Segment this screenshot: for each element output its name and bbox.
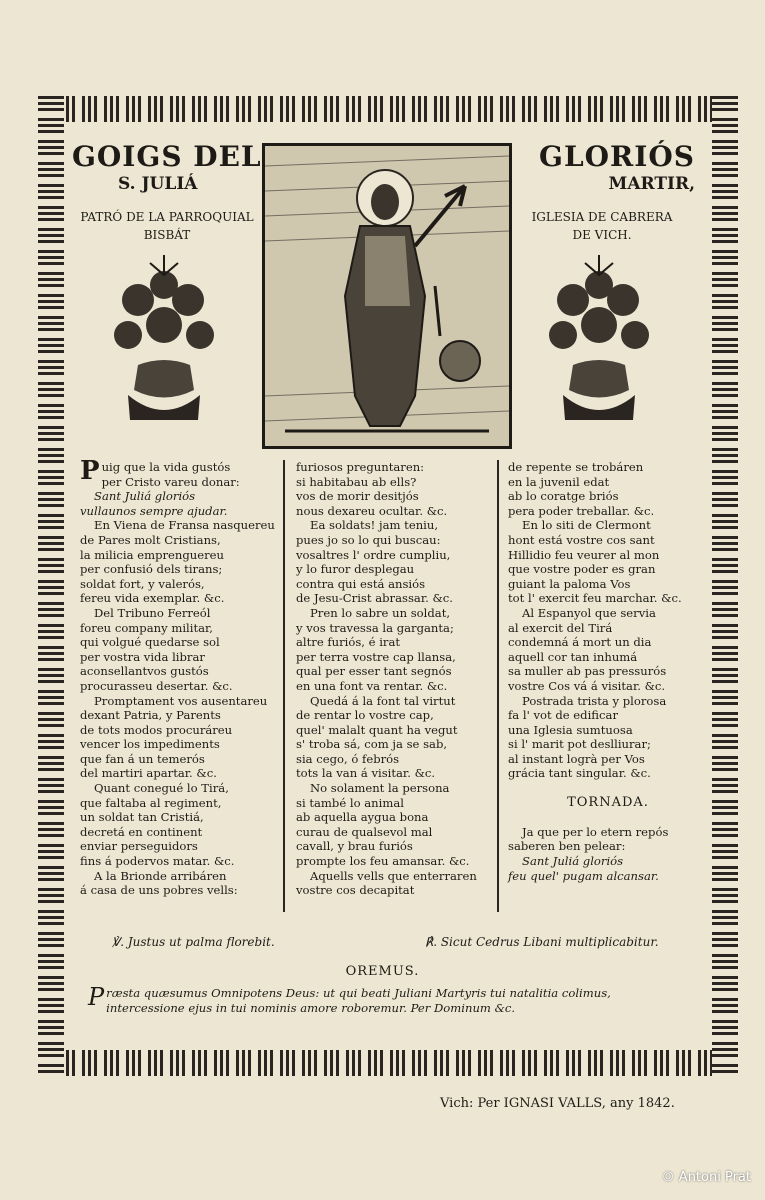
verse-line: aquell cor tan inhumá [508, 649, 638, 664]
greek-key-border-right [712, 96, 738, 1076]
verse-line: Puig que la vida gustós [80, 456, 231, 486]
verse-line [508, 810, 708, 825]
verse-line: sia cego, ó febrós [296, 751, 400, 766]
prayer-text [88, 983, 688, 1016]
verse-line: feu quel' pugam alcansar. [508, 868, 659, 883]
verse-line: Ea soldats! jam teniu, [310, 518, 439, 533]
verse-line: fa l' vot de edificar [508, 708, 618, 723]
verse-line: y vos travessa la garganta; [296, 620, 454, 635]
verse-line: del martiri apartar. &c. [80, 766, 217, 781]
verse-line: quel' malalt quant ha vegut [296, 722, 458, 737]
verse-column-3 [508, 460, 708, 898]
verse-line: altre furiós, é irat [296, 635, 401, 650]
verse-line: aconsellantvos gustós [80, 664, 209, 679]
verse-line: pera poder treballar. &c. [508, 503, 655, 518]
verse-line: Postrada trista y plorosa [522, 693, 667, 708]
verse-line: s' troba sá, com ja se sab, [296, 737, 448, 752]
verse-line [508, 781, 708, 796]
verse-line [508, 883, 708, 898]
verse-line: per Cristo vareu donar: [101, 474, 240, 489]
subtitle-right: MARTIR, [608, 174, 695, 194]
response: ℟. Sicut Cedrus Libani multiplicabitur. [425, 935, 659, 949]
verse-line: de rentar lo vostre cap, [296, 708, 434, 723]
greek-key-border-left [38, 96, 64, 1076]
patron-right [507, 208, 697, 244]
verse-line: ab aquella aygua bona [296, 810, 429, 825]
verse-line: que vostre poder es gran [508, 562, 656, 577]
verse-line: per vostra vida librar [80, 649, 205, 664]
verse-line: si habitabau ab ells? [296, 474, 417, 489]
verse-line: sa muller ab pas pressurós [508, 664, 667, 679]
verse-line: cavall, y brau furiós [296, 839, 413, 854]
verse-line: condemná á mort un dia [508, 635, 652, 650]
verse-line: Sant Juliá gloriós [522, 854, 624, 869]
verse-line: soldat fort, y valerós, [80, 576, 205, 591]
versicle: ℣. Justus ut palma florebit. [112, 935, 275, 949]
verse-line: enviar perseguidors [80, 839, 198, 854]
verse-line: Ja que per lo etern repós [522, 824, 669, 839]
column-rule-1 [283, 460, 285, 912]
verse-line: al exercit del Tirá [508, 620, 613, 635]
verse-line: Hillidio feu veurer al mon [508, 547, 660, 562]
verse-line: vosaltres l' ordre cumpliu, [296, 547, 451, 562]
greek-key-border-bottom [38, 1050, 738, 1076]
verse-line: En Viena de Fransa nasquereu [94, 518, 275, 533]
verse-line: que fan á un temerós [80, 751, 205, 766]
verse-line: guiant la paloma Vos [508, 576, 631, 591]
verse-line: y lo furor desplegau [296, 562, 415, 577]
verse-line: fins á podervos matar. &c. [80, 854, 235, 869]
copyright-credit: © Antoni Prat [661, 1170, 751, 1185]
verse-line: per terra vostre cap llansa, [296, 649, 456, 664]
flower-vase-left-image [108, 255, 220, 425]
verse-line: No solament la persona [310, 781, 450, 796]
verse-line: contra qui está ansiós [296, 576, 426, 591]
patron-left-line-2: BISBÁT [143, 228, 191, 242]
column-rule-2 [497, 460, 499, 912]
flower-vase-right-image [543, 255, 655, 425]
verse-line: saberen ben pelear: [508, 839, 626, 854]
verse-line: vostre Cos vá á visitar. &c. [508, 678, 666, 693]
patron-left [72, 208, 262, 244]
verse-line: vencer los impediments [80, 737, 220, 752]
verse-line: Aquells vells que enterraren [310, 868, 477, 883]
prayer-body: ræsta quæsumus Omnipotens Deus: ut qui beati Juliani Martyris tui natalitia colimus, intercessione ejus in tui nominis amore roboremur. Per Dominum &c. [106, 986, 611, 1015]
verse-line: de tots modos procuráreu [80, 722, 233, 737]
verse-line: procurasseu desertar. &c. [80, 678, 233, 693]
printer-imprint: Vich: Per IGNASI VALLS, any 1842. [440, 1096, 675, 1111]
verse-line: decretá en continent [80, 824, 203, 839]
verse-line: en la juvenil edat [508, 474, 610, 489]
verse-column-1 [80, 456, 280, 898]
verse-line: al instant logrà per Vos [508, 751, 645, 766]
verse-line: qui volgué quedarse sol [80, 635, 220, 650]
greek-key-border-top [38, 96, 738, 122]
verse-line: tots la van á visitar. &c. [296, 766, 436, 781]
verse-line: si també lo animal [296, 795, 404, 810]
verse-line: curau de qualsevol mal [296, 824, 433, 839]
verse-line: tot l' exercit feu marchar. &c. [508, 591, 682, 606]
verse-line: de repente se trobáren [508, 460, 644, 474]
verse-line: Pren lo sabre un soldat, [310, 605, 451, 620]
oremus-heading: OREMUS. [345, 964, 420, 979]
verse-line: Promptament vos ausentareu [94, 693, 268, 708]
drop-cap: P [80, 456, 100, 486]
verse-line: en una font va rentar. &c. [296, 678, 448, 693]
verse-line: A la Brionde arribáren [94, 868, 227, 883]
verse-line: fereu vida exemplar. &c. [80, 591, 225, 606]
saint-woodcut-image [262, 143, 512, 449]
verse-line: foreu company militar, [80, 620, 213, 635]
subtitle-left: S. JULIÁ [118, 174, 198, 194]
verse-line: grácia tant singular. &c. [508, 766, 651, 781]
verse-line: En lo siti de Clermont [522, 518, 651, 533]
prayer-drop-cap: P [88, 983, 105, 1011]
patron-right-line-2: DE VICH. [572, 228, 632, 242]
verse-line: nous dexareu ocultar. &c. [296, 503, 448, 518]
verse-line: prompte los feu amansar. &c. [296, 854, 470, 869]
verse-line: de Pares molt Cristians, [80, 532, 221, 547]
verse-line: qual per esser tant segnós [296, 664, 452, 679]
verse-line: vostre cos decapitat [296, 883, 415, 898]
verse-line: Al Espanyol que servia [522, 605, 656, 620]
verse-line: vos de morir desitjós [296, 489, 419, 504]
title-left: GOIGS DEL [72, 140, 262, 173]
verse-line: pues jo so lo qui buscau: [296, 532, 441, 547]
verse-line: vullaunos sempre ajudar. [80, 503, 228, 518]
verse-line: ab lo coratge briós [508, 489, 619, 504]
patron-left-line-1: PATRÓ DE LA PARROQUIAL [80, 210, 254, 224]
verse-line: Quedá á la font tal virtut [310, 693, 456, 708]
verse-line: Sant Juliá gloriós [94, 489, 196, 504]
verse-line: un soldat tan Cristiá, [80, 810, 204, 825]
patron-right-line-1: IGLESIA DE CABRERA [531, 210, 673, 224]
verse-line: á casa de uns pobres vells: [80, 883, 238, 898]
verse-line: de Jesu-Crist abrassar. &c. [296, 591, 453, 606]
verse-line: dexant Patria, y Parents [80, 708, 221, 723]
verse-line: una Iglesia sumtuosa [508, 722, 633, 737]
title-right: GLORIÓS [539, 140, 695, 173]
verse-line: Quant conegué lo Tirá, [94, 781, 229, 796]
verse-line: Del Tribuno Ferreól [94, 605, 211, 620]
tornada-heading: TORNADA. [567, 794, 649, 810]
verse-column-2 [296, 460, 496, 898]
verse-line: per confusió dels tirans; [80, 562, 223, 577]
verse-line: que faltaba al regiment, [80, 795, 222, 810]
verse-line: si l' marit pot deslliurar; [508, 737, 651, 752]
verse-line: hont está vostre cos sant [508, 532, 655, 547]
verse-line: la milicia emprenguereu [80, 547, 224, 562]
verse-line: furiosos preguntaren: [296, 460, 425, 474]
